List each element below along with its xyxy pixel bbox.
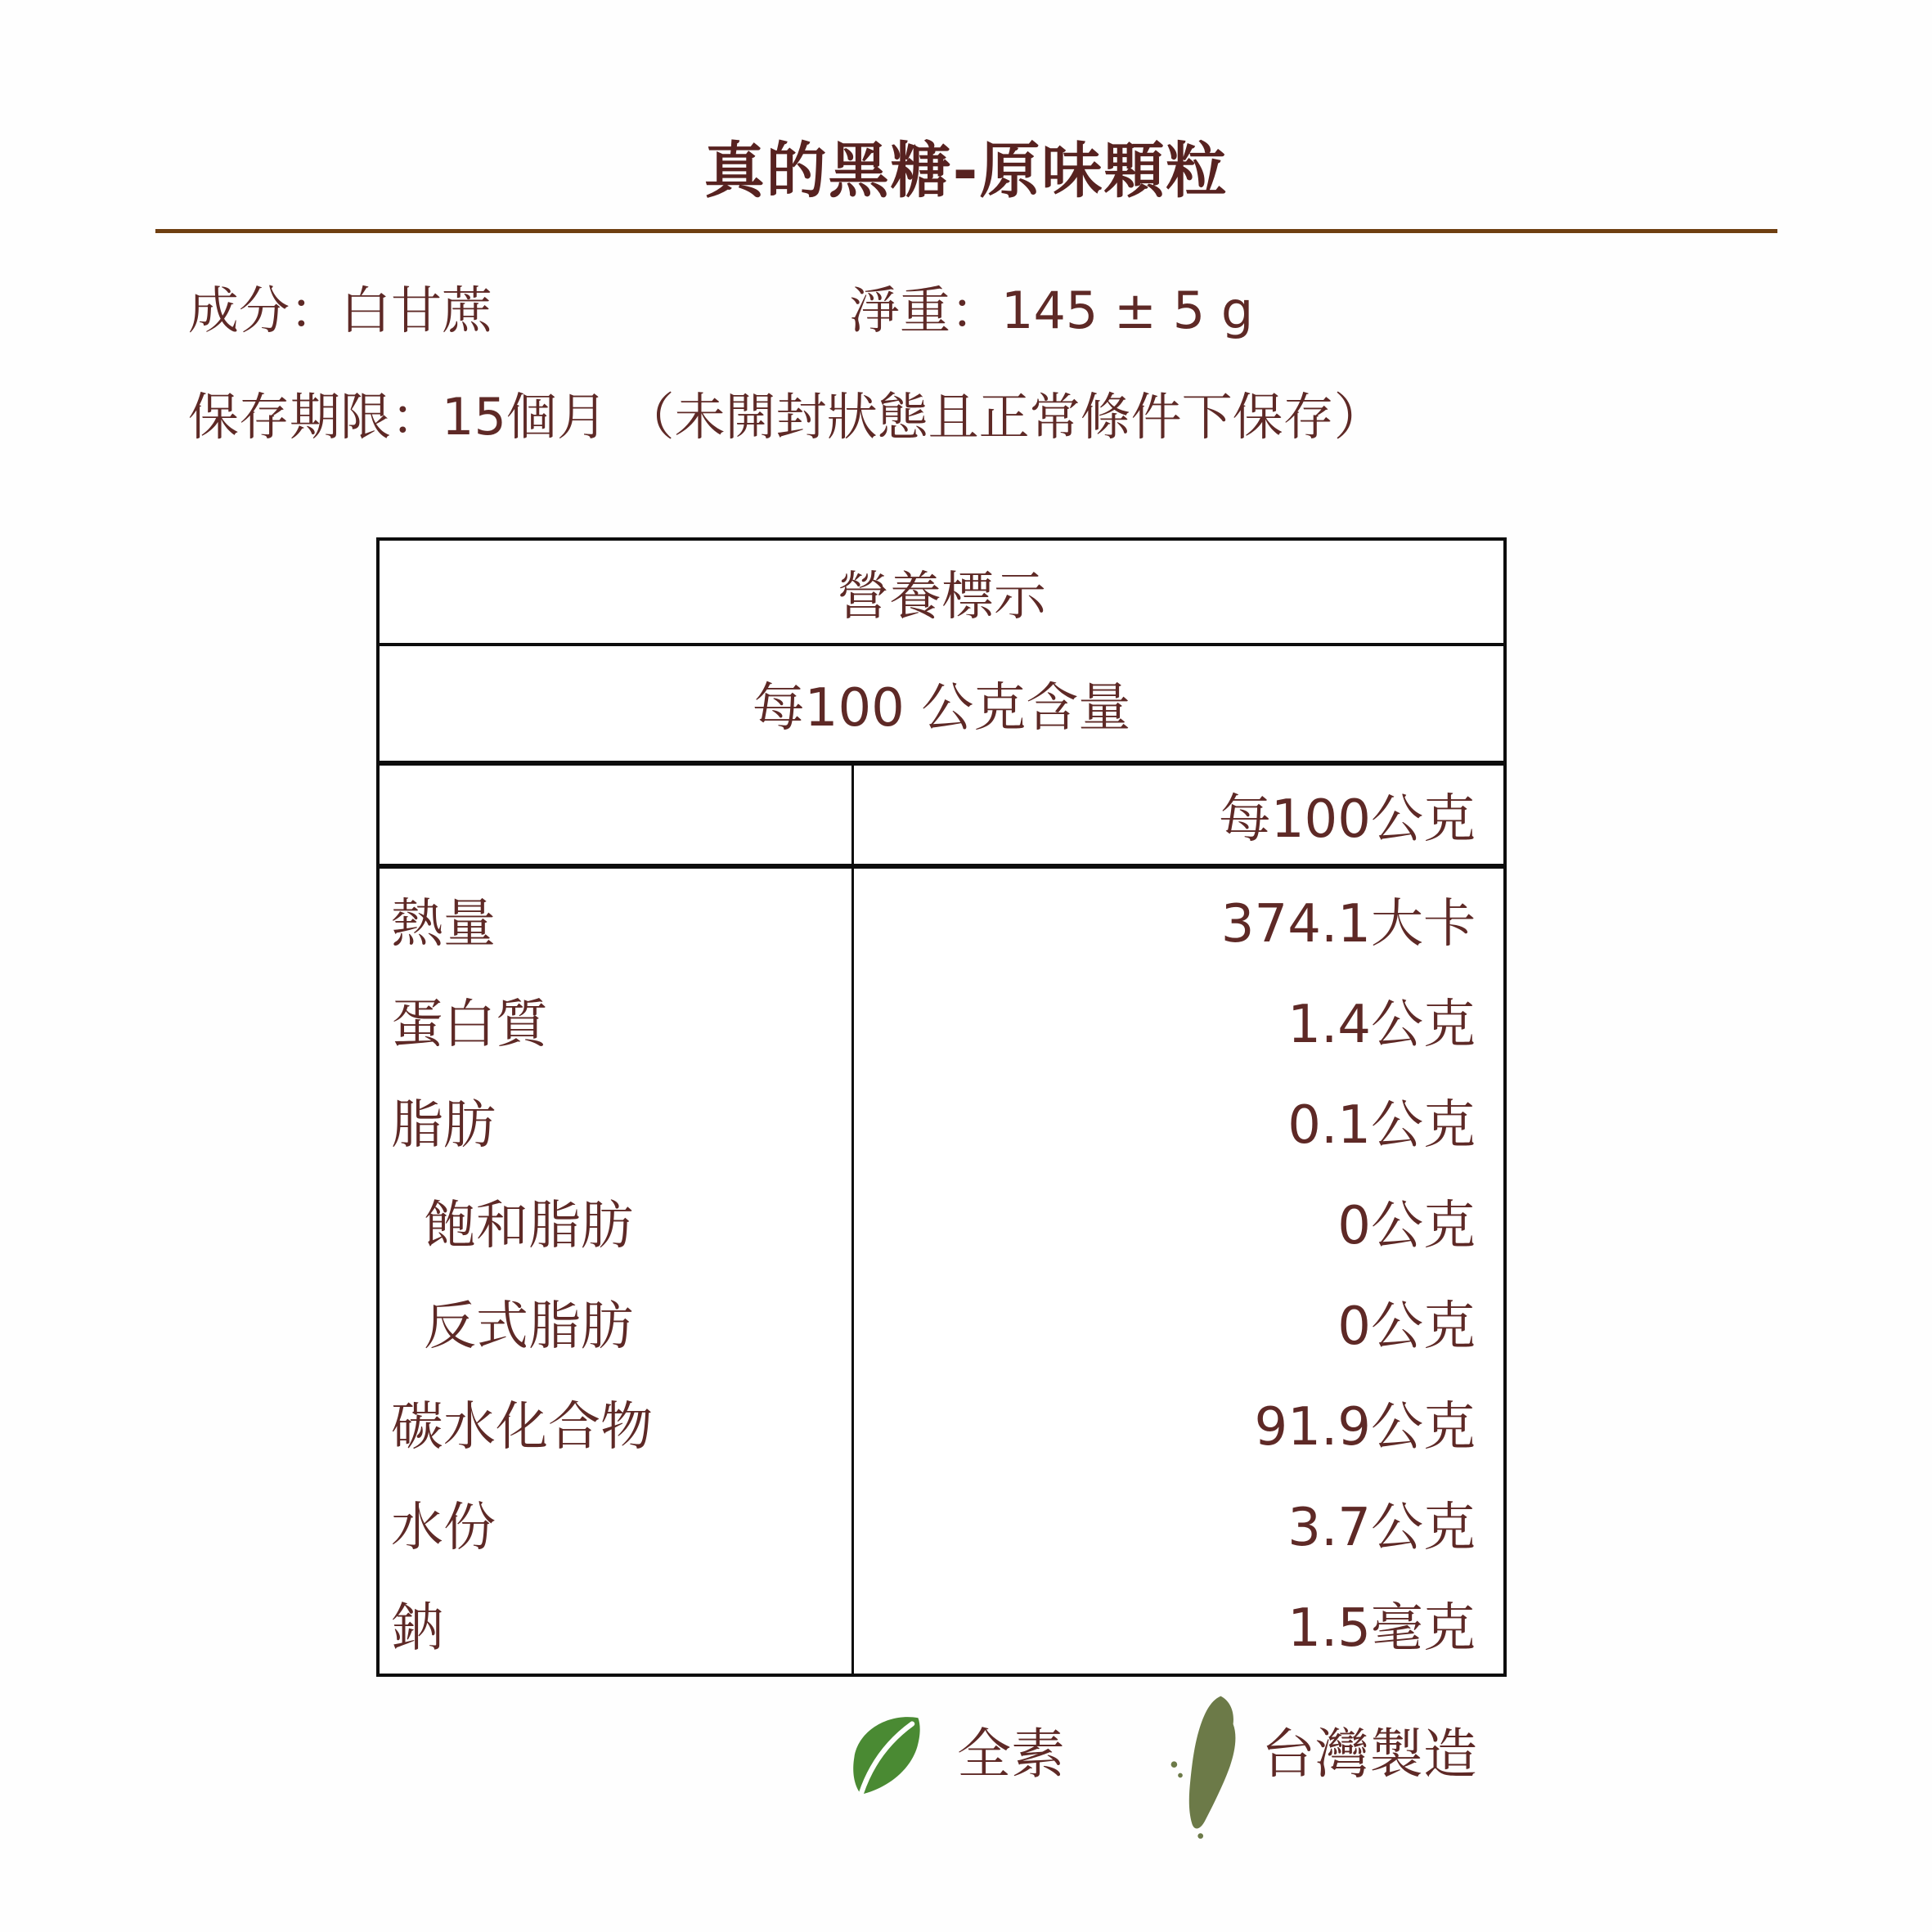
- made-in-taiwan-badge-label: 台灣製造: [1261, 1723, 1477, 1786]
- leaf-icon: [842, 1713, 932, 1798]
- nutrient-value-cell: 3.7公克: [1287, 1497, 1476, 1558]
- nutrient-value-cell: 1.5毫克: [1287, 1597, 1476, 1659]
- table-header-row: [380, 541, 1503, 646]
- column-header-empty-cell: [380, 766, 854, 864]
- nutrient-name-cell: 熱量: [380, 869, 854, 969]
- title-divider-line: [155, 229, 1777, 233]
- table-subheader-row: [380, 646, 1503, 766]
- nutrient-value-cell: 0公克: [1337, 1195, 1476, 1256]
- ingredients-text: 成分：白甘蔗: [188, 281, 493, 340]
- net-weight-text: 淨重：145 ± 5 g: [849, 281, 1254, 340]
- table-row: [380, 1573, 1503, 1674]
- table-subheader-label: 每100 公克含量: [752, 678, 1131, 739]
- table-row: [380, 1170, 1503, 1271]
- nutrition-facts-table: [376, 537, 1507, 1677]
- nutrient-value-cell: 374.1大卡: [1220, 893, 1476, 955]
- nutrient-name-cell: 碳水化合物: [380, 1372, 854, 1472]
- table-header-label: 營養標示: [837, 566, 1046, 627]
- page-title: 真的黑糖-原味顆粒: [703, 136, 1229, 206]
- nutrient-value-cell: 0.1公克: [1287, 1094, 1476, 1156]
- nutrient-name-cell: 飽和脂肪: [380, 1170, 854, 1271]
- table-row: [380, 1372, 1503, 1472]
- nutrient-value-cell: 91.9公克: [1254, 1396, 1476, 1458]
- nutrient-name-cell: 脂肪: [380, 1070, 854, 1170]
- vegan-badge-label: 全素: [957, 1723, 1065, 1786]
- table-row: [380, 1472, 1503, 1573]
- table-row: [380, 1070, 1503, 1170]
- nutrient-name-cell: 蛋白質: [380, 969, 854, 1070]
- nutrient-name-cell: 鈉: [380, 1573, 854, 1674]
- nutrient-value-cell: 0公克: [1337, 1296, 1476, 1357]
- table-row: [380, 969, 1503, 1070]
- table-row: [380, 869, 1503, 969]
- nutrient-value-cell: 1.4公克: [1287, 994, 1476, 1055]
- column-header-row: [380, 766, 1503, 869]
- shelf-life-text: 保存期限：15個月 （未開封狀態且正常條件下保存）: [188, 387, 1385, 447]
- taiwan-island-icon: [1163, 1690, 1260, 1845]
- nutrient-name-cell: 反式脂肪: [380, 1271, 854, 1372]
- column-header-cell: 每100公克: [1218, 789, 1476, 850]
- table-row: [380, 1271, 1503, 1372]
- nutrient-name-cell: 水份: [380, 1472, 854, 1573]
